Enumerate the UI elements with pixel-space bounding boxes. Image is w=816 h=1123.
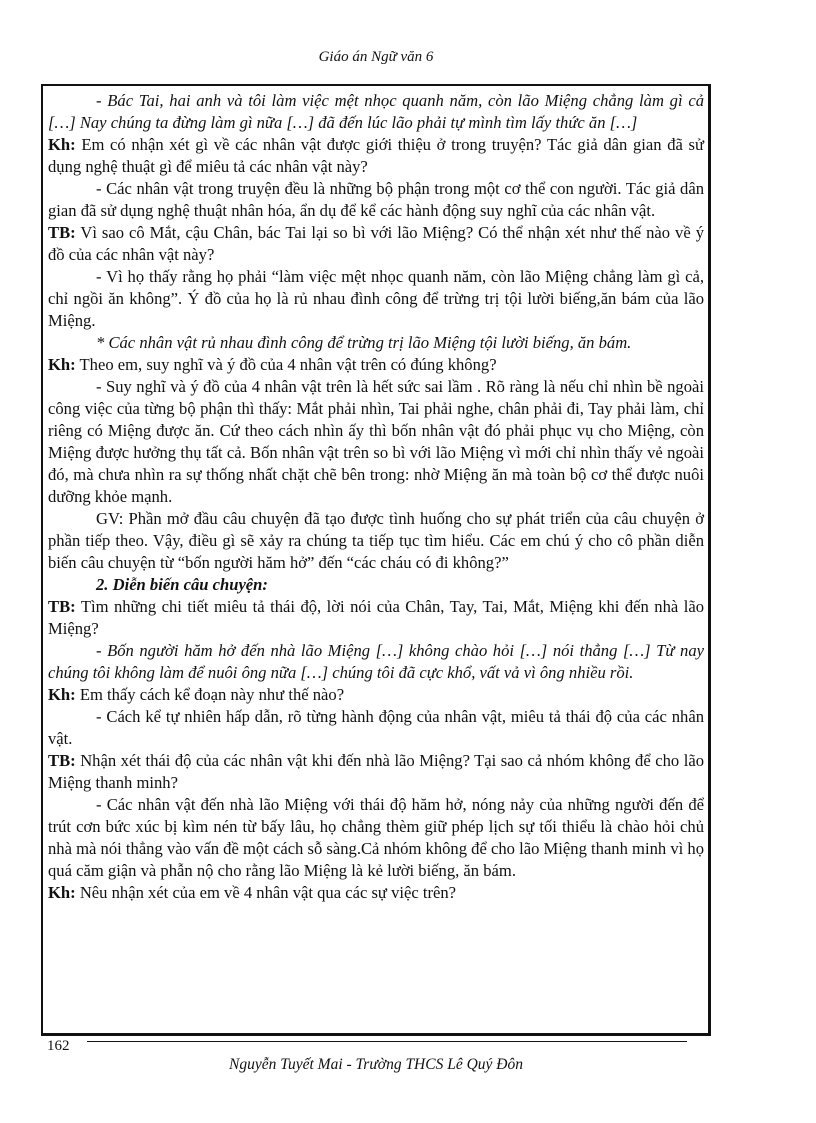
note-paragraph: * Các nhân vật rủ nhau đình công để trừng trị lão Miệng tội lười biếng, ăn bám. (96, 333, 632, 352)
question-label: Kh: (48, 883, 76, 902)
question-2 (48, 222, 704, 266)
answer-1: - Các nhân vật trong truyện đều là những bộ phận trong một cơ thể con người. Tác giả dân gian đã sử dụng nghệ thuật nhân hóa, ẩn dụ để kể các hành động suy nghĩ của các nhân vật. (48, 179, 704, 220)
question-label: Kh: (48, 685, 76, 704)
answer-4: - Bốn người hăm hở đến nhà lão Miệng […] không chào hỏi […] nói thẳng […] Từ nay chúng tôi không làm để nuôi ông nữa […] chúng tôi đã cực khổ, vất vả vì ông nhiều rồi. (48, 641, 704, 682)
question-text: Tìm những chi tiết miêu tả thái độ, lời nói của Chân, Tay, Tai, Mắt, Miệng khi đến nhà lão Miệng? (48, 597, 704, 638)
question-4 (48, 596, 704, 640)
page-footer: Nguyễn Tuyết Mai - Trường THCS Lê Quý Đôn (228, 1056, 523, 1073)
answer-6: - Các nhân vật đến nhà lão Miệng với thái độ hăm hở, nóng nảy của những người đến để trút cơn bức xúc bị kìm nén từ bấy lâu, họ chẳng thèm giữ phép lịch sự tối thiểu là chào hỏi chủ nhà mà nói thẳng vào vấn đề một cách sỗ sàng.Cả nhóm không để cho lão Miệng thanh minh vì họ quá căm giận và phẫn nộ cho rằng lão Miệng là kẻ lười biếng, ăn bám. (48, 795, 704, 880)
page-header: Giáo án Ngữ văn 6 (318, 49, 434, 65)
page-number: 162 (47, 1038, 70, 1054)
question-text: Vì sao cô Mắt, cậu Chân, bác Tai lại so bì với lão Miệng? Có thể nhận xét như thế nào về ý đồ của các nhân vật này? (48, 223, 704, 264)
answer-5: - Cách kể tự nhiên hấp dẫn, rõ từng hành động của nhân vật, miêu tả thái độ của các nhân vật. (48, 707, 704, 748)
question-3 (48, 354, 704, 376)
footer-divider (87, 1041, 687, 1042)
question-6 (48, 750, 704, 794)
answer-3: - Suy nghĩ và ý đồ của 4 nhân vật trên là hết sức sai lầm . Rõ ràng là nếu chỉ nhìn bề ngoài công việc của từng bộ phận thì thấy: Mắt phải nhìn, Tai phải nghe, chân phải đi, Tay phải làm, chỉ riêng có Miệng được ăn. Cứ theo cách nhìn ấy thì bốn nhân vật đó phải phục vụ cho Miệng, còn Miệng được hưởng thụ tất cả. Bốn nhân vật trên so bì với lão Miệng vì mới chỉ nhìn thấy vẻ ngoài đó, mà chưa nhìn ra sự thống nhất chặt chẽ bên trong: nhờ Miệng ăn mà toàn bộ cơ thể được nuôi dưỡng khỏe mạnh. (48, 377, 704, 506)
quote-paragraph: - Bác Tai, hai anh và tôi làm việc mệt nhọc quanh năm, còn lão Miệng chẳng làm gì cả […] Nay chúng ta đừng làm gì nữa […] đã đến lúc lão phải tự mình tìm lấy thức ăn […] (48, 91, 704, 132)
question-1 (48, 134, 704, 178)
question-text: Nhận xét thái độ của các nhân vật khi đến nhà lão Miệng? Tại sao cả nhóm không để cho lão Miệng thanh minh? (48, 751, 704, 792)
section-heading: 2. Diễn biến câu chuyện: (96, 575, 268, 594)
question-label: TB: (48, 223, 76, 242)
question-label: TB: (48, 597, 76, 616)
question-5 (48, 684, 704, 706)
answer-2: - Vì họ thấy rằng họ phải “làm việc mệt nhọc quanh năm, còn lão Miệng chẳng làm gì cả, chỉ ngồi ăn không”. Ý đồ của họ là rủ nhau đình công để trừng trị tội lười biếng,ăn bám của lão Miệng. (48, 267, 704, 330)
question-label: TB: (48, 751, 76, 770)
question-text: Em có nhận xét gì về các nhân vật được giới thiệu ở trong truyện? Tác giả dân gian đã sử dụng nghệ thuật gì để miêu tả các nhân vật này? (48, 135, 704, 176)
question-text: Nêu nhận xét của em về 4 nhân vật qua các sự việc trên? (75, 883, 457, 902)
teacher-paragraph: GV: Phần mở đầu câu chuyện đã tạo được tình huống cho sự phát triển của câu chuyện ở phần tiếp theo. Vậy, điều gì sẽ xảy ra chúng ta tiếp tục tìm hiểu. Các em chú ý cho cô phần diễn biến câu chuyện từ “bốn người hăm hở” đến “các cháu có đi không?” (48, 509, 704, 572)
question-7 (48, 882, 704, 904)
question-label: Kh: (48, 355, 76, 374)
lesson-content-frame (41, 84, 711, 1036)
question-label: Kh: (48, 135, 76, 154)
question-text: Em thấy cách kể đoạn này như thế nào? (75, 685, 345, 704)
question-text: Theo em, suy nghĩ và ý đồ của 4 nhân vật trên có đúng không? (75, 355, 497, 374)
